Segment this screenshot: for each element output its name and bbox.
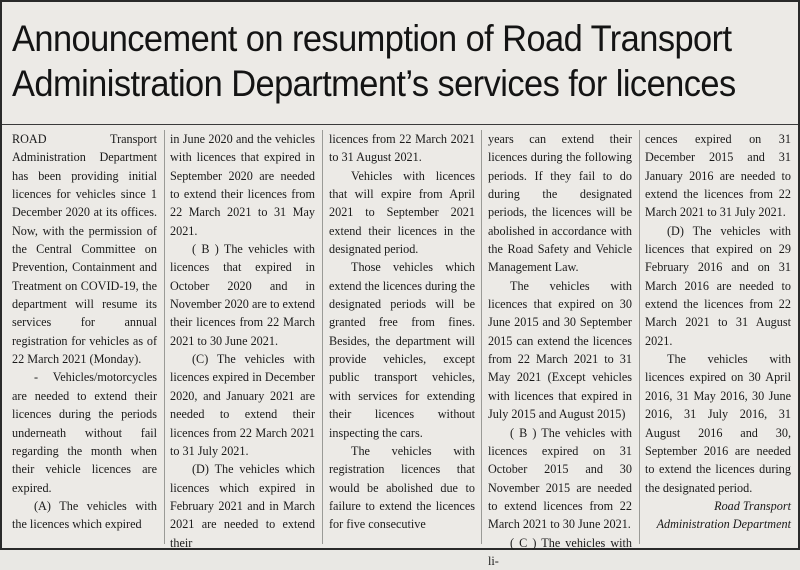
signature-line-2: Administration Department — [656, 517, 791, 532]
paragraph: (D) The vehicles with licences that expired on 29 February 2016 and on 31 March 2016 are needed to extend the licences from 22 March 2021 to 31 August 2021. — [645, 223, 791, 348]
paragraph: - Vehicles/motorcycles are needed to extend their licences during the periods underneath without fail regarding the month when their vehicle licences are expired. — [12, 370, 157, 495]
paragraph: ( B ) The vehicles with licences expired on 31 October 2015 and 30 November 2015 are needed to extend licences from 22 March 2021 to 30 June 2021. — [488, 425, 632, 532]
paragraph: cences expired on 31 December 2015 and 31 January 2016 are needed to extend the licences from 22 March 2021 to 31 July 2021. — [645, 132, 791, 220]
signature-line-1: Road Transport — [714, 498, 791, 513]
headline-line-2: Administration Department’s services for licences — [12, 63, 736, 104]
column-1 — [12, 130, 157, 548]
column-2 — [170, 130, 315, 548]
column-divider — [322, 130, 323, 544]
headline-rule — [2, 124, 798, 125]
paragraph: Those vehicles which extend the licences during the designated periods will be granted free from fines. Besides, the department will provide vehicles, except public transport vehicles, with services for extending their licences without inspecting the cars. — [329, 260, 475, 440]
column-5 — [645, 130, 791, 548]
headline-line-1: Announcement on resumption of Road Transport — [12, 18, 732, 59]
paragraph: licences from 22 March 2021 to 31 August 2021. — [329, 132, 475, 165]
paragraph: The vehicles with licences expired on 30 April 2016, 31 May 2016, 30 June 2016, 31 July 2016, 31 August 2016 and 30, September 2016 are needed to extend the licences during the designated period. — [645, 352, 791, 495]
paragraph: (A) The vehicles with the licences which expired — [12, 498, 157, 532]
paragraph: ( B ) The vehicles with licences that expired in October 2020 and in November 2020 are to extend their licences from 22 March 2021 to 30 June 2021. — [170, 242, 315, 348]
column-divider — [639, 130, 640, 544]
column-3 — [329, 130, 475, 548]
paragraph: The vehicles with registration licences that would be abolished due to failure to extend the licences for five consecutive — [329, 443, 475, 532]
paragraph: (D) The vehicles which licences which expired in February 2021 and in March 2021 are needed to extend their — [170, 462, 315, 550]
paragraph: (C) The vehicles with licences expired in December 2020, and January 2021 are needed to extend their licences from 22 March 2021 to 31 July 2021. — [170, 352, 315, 458]
paragraph: Vehicles with licences that will expire from April 2021 to September 2021 extend their licences in the designated period. — [329, 168, 475, 257]
paragraph: in June 2020 and the vehicles with licences that expired in September 2020 are needed to extend their licences from 22 March 2021 to 31 May 2021. — [170, 132, 315, 238]
column-divider — [481, 130, 482, 544]
paragraph: years can extend their licences during the following periods. If they fail to do during the designated periods, the licences will be abolished in accordance with the Road Safety and Vehicle Management Law. — [488, 132, 632, 275]
paragraph: The vehicles with licences that expired on 30 June 2015 and 30 September 2015 can extend the licences from 22 March 2021 to 31 May 2021 (Except vehicles with licences that expired in July 2015 and August 2015) — [488, 278, 632, 422]
paragraph: ROAD Transport Administration Department has been providing initial licences for vehicles since 1 December 2020 at its offices. Now, with the permission of the Central Committee on Prevention, Containment and Treatment on COVID-19, the department will resume its services for annual registration for vehicles as of 22 March 2021 (Monday). — [12, 132, 157, 367]
column-4 — [488, 130, 632, 568]
paragraph: ( C ) The vehicles with li- — [488, 535, 632, 568]
column-divider — [164, 130, 165, 544]
headline — [12, 16, 739, 106]
article-body — [2, 130, 798, 568]
